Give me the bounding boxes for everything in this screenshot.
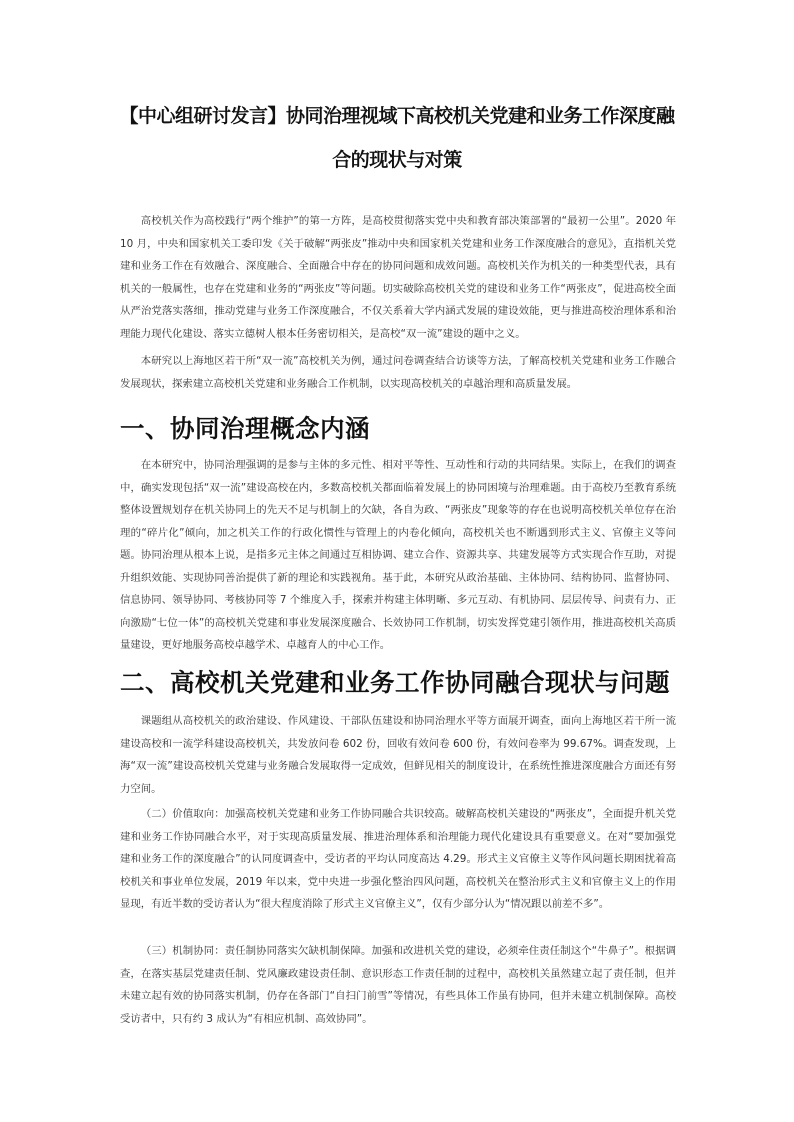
intro-paragraph-1: 高校机关作为高校践行“两个维护”的第一方阵，是高校贯彻落实党中央和教育部决策部署的“最初一公里”。2020 年 10 月，中央和国家机关工委印发《关于破解“两张皮”推动中央和国家机关党建和业务工作深度融合的意见》，直指机关党建和业务工作在有效融合、深度融合、全面融合中存在的协同问题和成效问题。高校机关作为机关的一种类型代表，具有机关的一般属性，也存在党建和业务的“两张皮”等问题。切实破除高校机关党的建设和业务工作“两张皮”，促进高校全面从严治党落实落细，推动党建与业务工作深度融合，不仅关系着大学内涵式发展的建设效能，更与推进高校治理体系和治理能力现代化建设、落实立德树人根本任务密切相关，是高校“双一流”建设的题中之义。 <box>120 215 676 340</box>
document-title-line-1: 【中心组研讨发言】协同治理视域下高校机关党建和业务工作深度融 <box>119 105 675 127</box>
document-title-line-2: 合的现状与对策 <box>332 149 462 171</box>
section-1-paragraph-1: 在本研究中，协同治理强调的是参与主体的多元性、相对平等性、互动性和行动的共同结果。实际上，在我们的调查中，确实发现包括“双一流”建设高校在内，多数高校机关都面临着发展上的协同困境与治理难题。由于高校乃至教育系统整体设置规划存在机关协同上的先天不足与机制上的欠缺，各自为政、“两张皮”现象等的存在也说明高校机关单位存在治理的“碎片化”倾向，加之机关工作的行政化惯性与管理上的内卷化倾向，高校机关也不断遇到形式主义、官僚主义等问题。协同治理从根本上说，是指多元主体之间通过互相协调、建立合作、资源共享、共建发展等方式实现合作互助，对提升组织效能、实现协同善治提供了新的理论和实践视角。基于此，本研究从政治基础、主体协同、结构协同、监督协同、信息协同、领导协同、考核协同等 7 个维度入手，探索并构建主体明晰、多元互动、有机协同、层层传导、问责有力、正向激励“七位一体”的高校机关党建和事业发展深度融合、长效协同工作机制，切实发挥党建引领作用，推进高校机关高质量建设，更好地服务高校卓越学术、卓越育人的中心工作。 <box>120 459 676 651</box>
section-2-paragraph-3: （三）机制协同：责任制协同落实欠缺机制保障。加强和改进机关党的建设，必须牵住责任制这个“牛鼻子”。根据调查，在落实基层党建责任制、党风廉政建设责任制、意识形态工作责任制的过程中，高校机关虽然建立起了责任制，但并未建立起有效的协同落实机制，仍存在各部门“自扫门前雪”等情况，有些具体工作虽有协同，但并未建立机制保障。高校受访者中，只有约 3 成认为“有相应机制、高效协同”。 <box>120 945 676 1025</box>
section-1-heading: 一、协同治理概念内涵 <box>120 414 370 443</box>
section-2-heading: 二、高校机关党建和业务工作协同融合现状与问题 <box>120 668 670 697</box>
section-2-paragraph-2: （二）价值取向：加强高校机关党建和业务工作协同融合共识较高。破解高校机关建设的“两张皮”，全面提升机关党建和业务工作协同融合水平，对于实现高质量发展、推进治理体系和治理能力现代化建设具有重要意义。在对“要加强党建和业务工作的深度融合”的认同度调查中，受访者的平均认同度高达 4.29。形式主义官僚主义等作风问题长期困扰着高校机关和事业单位发展，2019 年以来，党中央进一步强化整治四风问题，高校机关在整治形式主义和官僚主义上的作用显现，有近半数的受访者认为“很大程度消除了形式主义官僚主义”，仅有少部分认为“情况跟以前差不多”。 <box>120 808 676 910</box>
section-2-paragraph-1: 课题组从高校机关的政治建设、作风建设、干部队伍建设和协同治理水平等方面展开调查，面向上海地区若干所一流建设高校和一流学科建设高校机关，共发放问卷 602 份，回收有效问卷 600 份，有效问卷率为 99.67%。调查发现，上海“双一流”建设高校机关党建与业务融合发展取得一定成效，但鲜见相关的制度设计，在系统性推进深度融合方面还有努力空间。 <box>120 715 676 795</box>
intro-paragraph-2: 本研究以上海地区若干所“双一流”高校机关为例，通过问卷调查结合访谈等方法，了解高校机关党建和业务工作融合发展现状，探索建立高校机关党建和业务融合工作机制，以实现高校机关的卓越治理和高质量发展。 <box>120 355 676 390</box>
